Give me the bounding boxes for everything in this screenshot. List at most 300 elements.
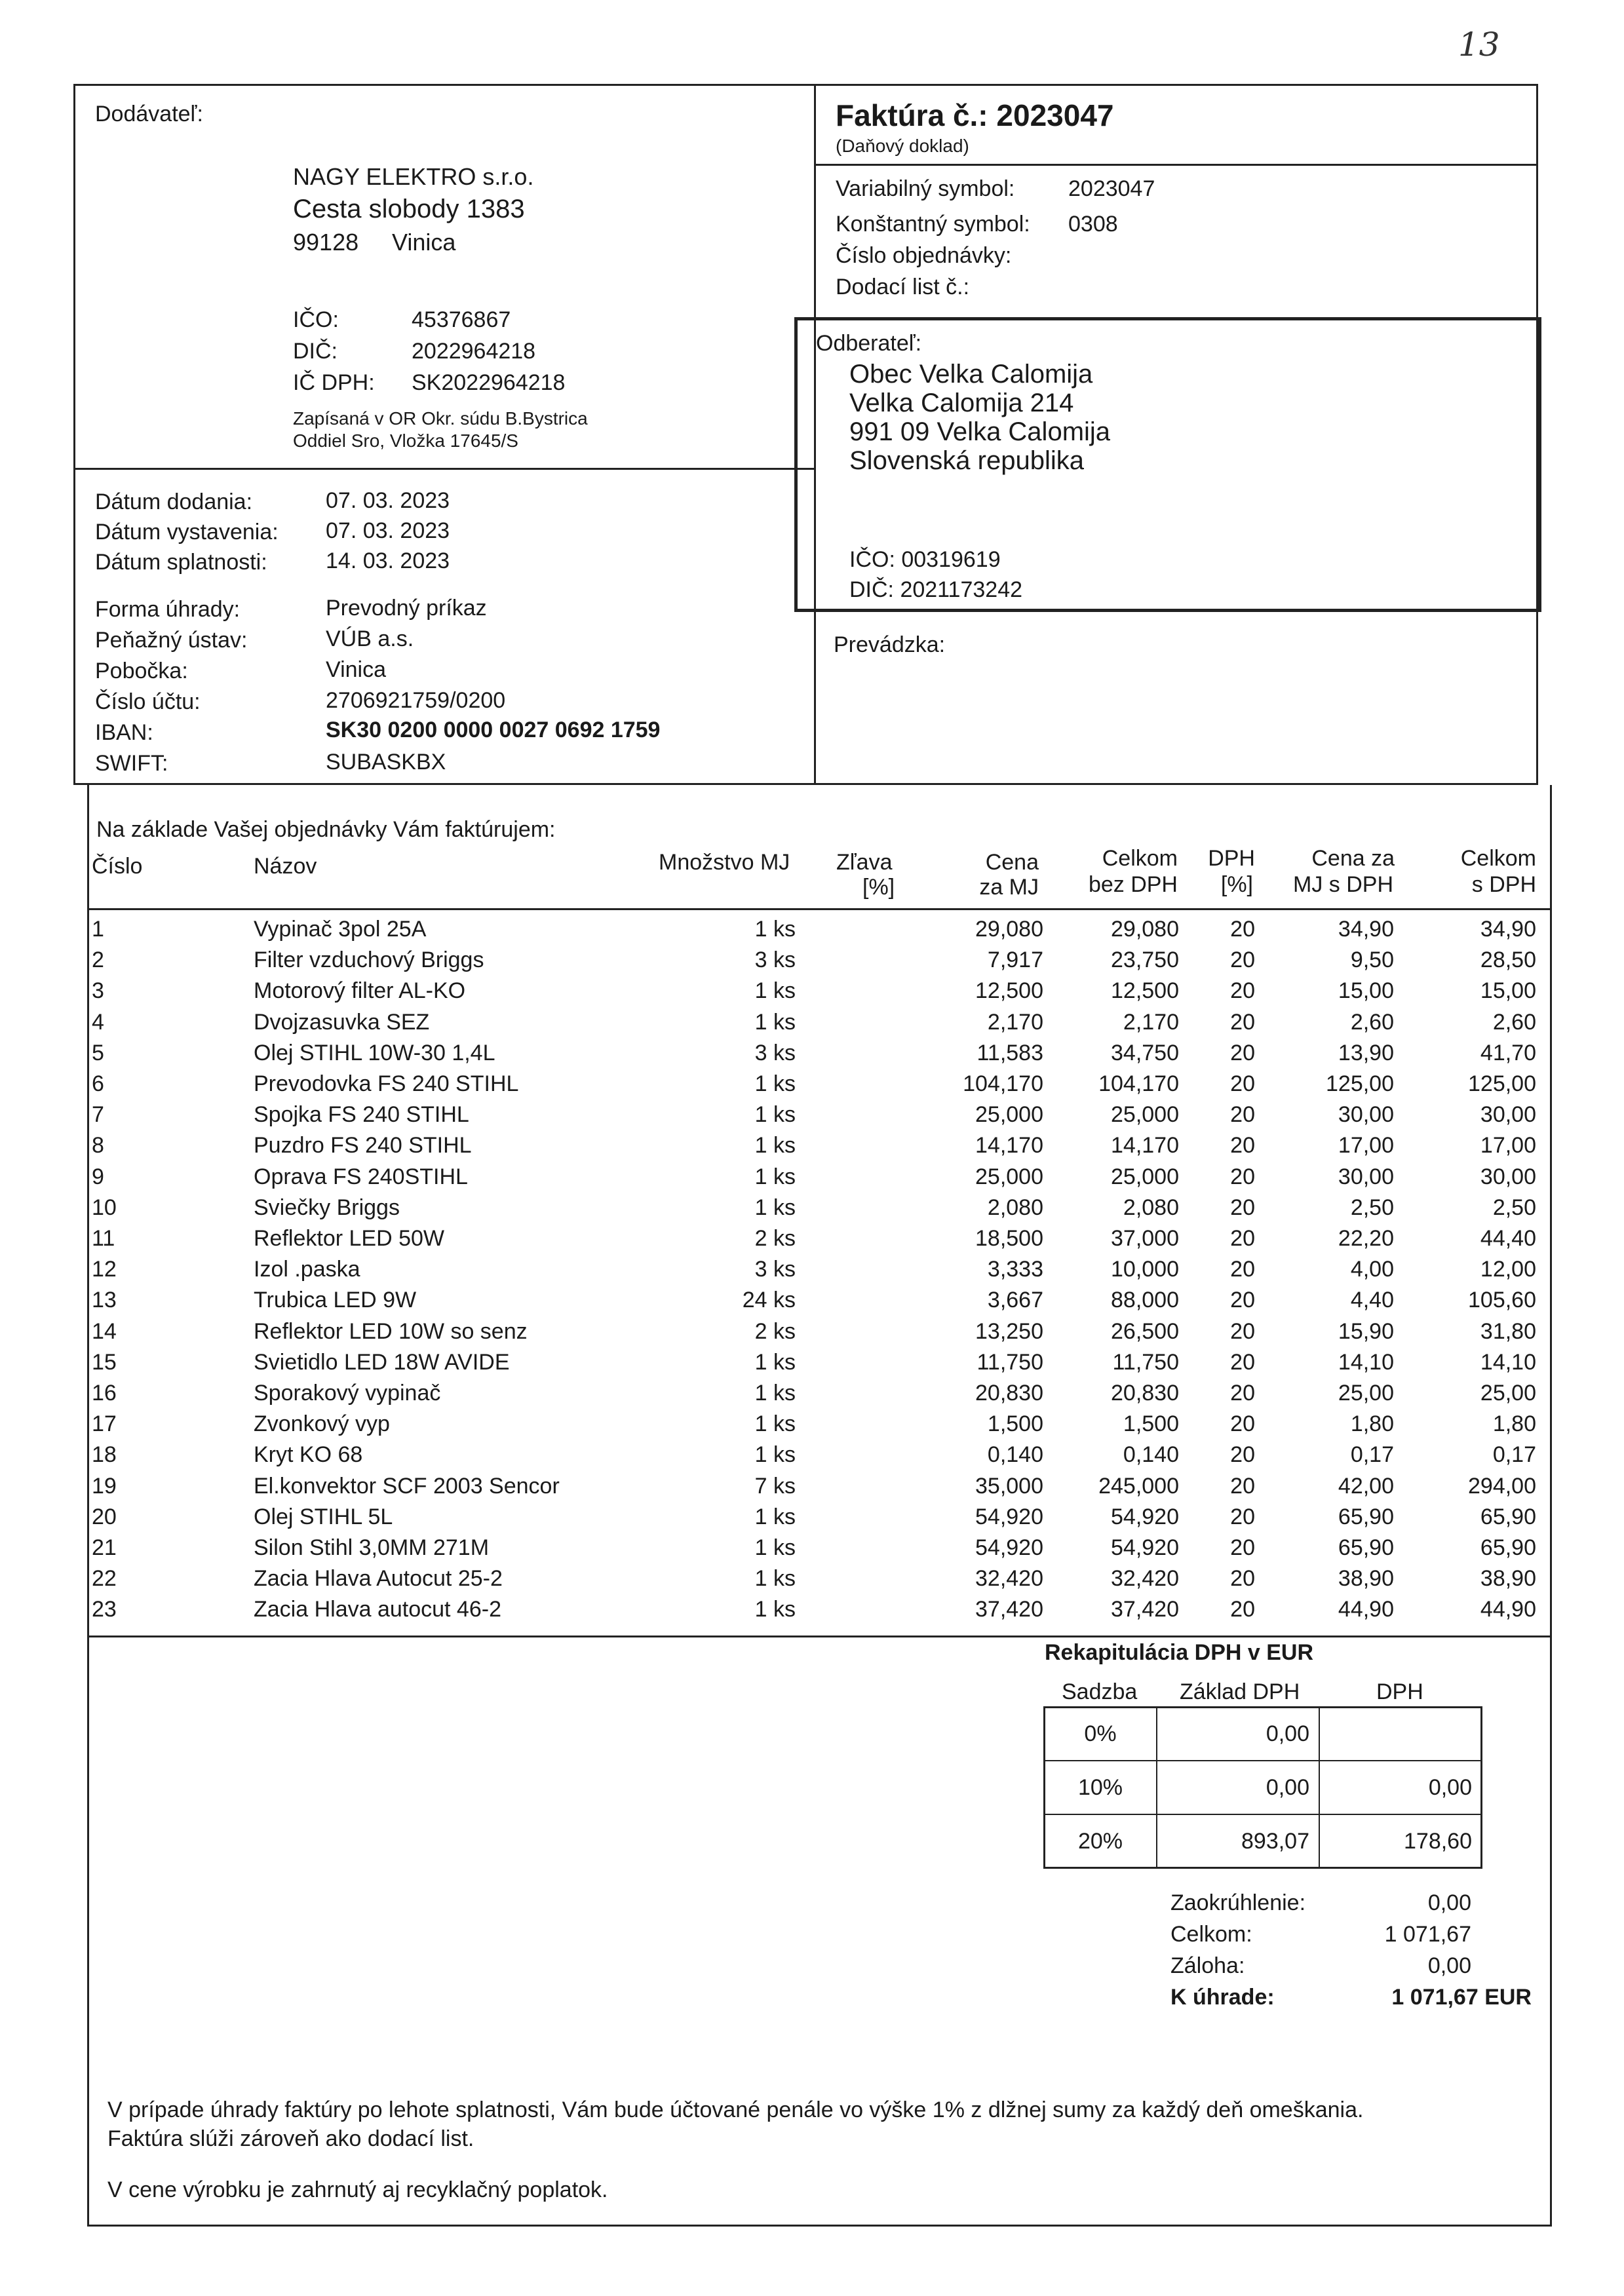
table-row xyxy=(0,916,1624,947)
row-number: 21 xyxy=(92,1535,117,1560)
customer-heading: Odberateľ: xyxy=(816,331,922,356)
total-incl-vat: 14,10 xyxy=(1480,1349,1536,1375)
item-qty: 3 ks xyxy=(754,1257,796,1282)
rounding-value: 0,00 xyxy=(1427,1890,1471,1915)
due-date-label: Dátum splatnosti: xyxy=(95,550,267,575)
due-date: 14. 03. 2023 xyxy=(326,548,450,573)
customer-street: Velka Calomija 214 xyxy=(849,389,1074,417)
unit-price: 12,500 xyxy=(975,978,1043,1004)
unit-price-incl-vat: 15,00 xyxy=(1338,978,1394,1004)
vat-rate: 20 xyxy=(1230,978,1255,1004)
item-qty: 1 ks xyxy=(754,1504,796,1529)
supplier-city: Vinica xyxy=(392,229,456,256)
table-row xyxy=(0,1596,1624,1627)
item-qty: 1 ks xyxy=(754,1381,796,1406)
table-row xyxy=(0,1256,1624,1287)
item-qty: 3 ks xyxy=(754,947,796,973)
unit-price: 3,667 xyxy=(987,1288,1043,1313)
item-name: Izol .paska xyxy=(254,1257,360,1282)
item-name: Zacia Hlava Autocut 25-2 xyxy=(254,1566,503,1592)
customer-country: Slovenská republika xyxy=(849,446,1084,475)
item-name: Zacia Hlava autocut 46-2 xyxy=(254,1597,501,1622)
total-excl-vat: 54,920 xyxy=(1111,1535,1179,1560)
col-header-total: Celkom xyxy=(1102,846,1178,871)
supplier-name: NAGY ELEKTRO s.r.o. xyxy=(293,163,534,190)
vat-summary-title: Rekapitulácia DPH v EUR xyxy=(1045,1640,1314,1665)
advance-label: Záloha: xyxy=(1170,1953,1245,1978)
table-row xyxy=(0,1535,1624,1565)
unit-price: 25,000 xyxy=(975,1164,1043,1189)
table-row xyxy=(0,978,1624,1008)
total-incl-vat: 0,17 xyxy=(1492,1442,1536,1468)
col-header-qty: Množstvo MJ xyxy=(659,850,790,875)
row-number: 10 xyxy=(92,1195,117,1220)
unit-price-incl-vat: 65,90 xyxy=(1338,1504,1394,1529)
body-frame-bottom xyxy=(87,2225,1552,2227)
item-name: Trubica LED 9W xyxy=(254,1288,417,1313)
table-intro: Na základe Vašej objednávky Vám faktúrujem: xyxy=(96,817,556,842)
unit-price: 54,920 xyxy=(975,1535,1043,1560)
vat-rate-cell: 20% xyxy=(1043,1814,1157,1869)
vat-rate: 20 xyxy=(1230,1381,1255,1406)
vat-rate: 20 xyxy=(1230,1257,1255,1282)
vat-amount-cell: 0,00 xyxy=(1319,1760,1482,1815)
payment-form-label: Forma úhrady: xyxy=(95,597,241,622)
item-name: Spojka FS 240 STIHL xyxy=(254,1102,469,1128)
payment-form: Prevodný príkaz xyxy=(326,596,487,621)
total-incl-vat: 30,00 xyxy=(1480,1164,1536,1189)
total-excl-vat: 37,420 xyxy=(1111,1597,1179,1622)
table-bottom-rule xyxy=(87,1636,1552,1637)
unit-price-incl-vat: 30,00 xyxy=(1338,1102,1394,1128)
item-name: Oprava FS 240STIHL xyxy=(254,1164,468,1189)
vat-rate: 20 xyxy=(1230,1535,1255,1560)
col-header-vat-unit: [%] xyxy=(1220,872,1253,897)
item-name: Reflektor LED 50W xyxy=(254,1226,444,1251)
constant-symbol: 0308 xyxy=(1068,212,1118,237)
row-number: 2 xyxy=(92,947,104,973)
supplier-divider xyxy=(73,468,814,470)
customer-dic: DIČ: 2021173242 xyxy=(849,577,1023,602)
unit-price: 104,170 xyxy=(963,1071,1043,1096)
delivery-note-label: Dodací list č.: xyxy=(836,275,970,299)
vat-rate: 20 xyxy=(1230,1195,1255,1220)
item-qty: 1 ks xyxy=(754,1566,796,1592)
unit-price: 25,000 xyxy=(975,1102,1043,1128)
vat-rate: 20 xyxy=(1230,1226,1255,1251)
unit-price-incl-vat: 44,90 xyxy=(1338,1597,1394,1622)
total-excl-vat: 25,000 xyxy=(1111,1164,1179,1189)
row-number: 5 xyxy=(92,1040,104,1065)
item-qty: 1 ks xyxy=(754,1535,796,1560)
unit-price-incl-vat: 13,90 xyxy=(1338,1040,1394,1065)
unit-price: 7,917 xyxy=(987,947,1043,973)
unit-price-incl-vat: 4,00 xyxy=(1350,1257,1394,1282)
rounding-label: Zaokrúhlenie: xyxy=(1170,1890,1306,1915)
vat-rate: 20 xyxy=(1230,1164,1255,1189)
vat-rate-cell: 10% xyxy=(1043,1760,1157,1815)
total-excl-vat: 26,500 xyxy=(1111,1318,1179,1344)
table-row xyxy=(0,1349,1624,1380)
row-number: 13 xyxy=(92,1288,117,1313)
col-header-vat: DPH xyxy=(1208,846,1255,871)
item-qty: 1 ks xyxy=(754,1597,796,1622)
total-incl-vat: 30,00 xyxy=(1480,1102,1536,1128)
vat-rate: 20 xyxy=(1230,1288,1255,1313)
row-number: 19 xyxy=(92,1473,117,1499)
table-row xyxy=(0,1009,1624,1040)
item-name: Prevodovka FS 240 STIHL xyxy=(254,1071,519,1096)
unit-price-incl-vat: 65,90 xyxy=(1338,1535,1394,1560)
total-label: Celkom: xyxy=(1170,1922,1252,1947)
vat-rate: 20 xyxy=(1230,1442,1255,1468)
item-name: Svietidlo LED 18W AVIDE xyxy=(254,1349,510,1375)
supplier-dic-label: DIČ: xyxy=(293,339,338,364)
supplier-heading: Dodávateľ: xyxy=(95,102,203,126)
item-qty: 3 ks xyxy=(754,1040,796,1065)
col-header-total-vat-unit: s DPH xyxy=(1471,872,1536,897)
table-row xyxy=(0,1071,1624,1101)
unit-price-incl-vat: 17,00 xyxy=(1338,1133,1394,1158)
variable-symbol: 2023047 xyxy=(1068,176,1155,201)
row-number: 22 xyxy=(92,1566,117,1592)
table-row xyxy=(0,1101,1624,1132)
item-name: Kryt KO 68 xyxy=(254,1442,363,1468)
item-name: Dvojzasuvka SEZ xyxy=(254,1009,430,1035)
total-excl-vat: 54,920 xyxy=(1111,1504,1179,1529)
iban: SK30 0200 0000 0027 0692 1759 xyxy=(326,718,661,742)
premises-label: Prevádzka: xyxy=(834,632,946,657)
col-header-total-unit: bez DPH xyxy=(1088,872,1178,897)
table-row xyxy=(0,1287,1624,1318)
item-name: Vypinač 3pol 25A xyxy=(254,917,427,942)
supplier-register-2: Oddiel Sro, Vložka 17645/S xyxy=(293,430,518,451)
table-row xyxy=(0,1504,1624,1535)
unit-price: 54,920 xyxy=(975,1504,1043,1529)
total-incl-vat: 31,80 xyxy=(1480,1318,1536,1344)
table-header-rule xyxy=(87,908,1552,910)
row-number: 16 xyxy=(92,1381,117,1406)
total-incl-vat: 12,00 xyxy=(1480,1257,1536,1282)
unit-price-incl-vat: 14,10 xyxy=(1338,1349,1394,1375)
item-qty: 1 ks xyxy=(754,1102,796,1128)
branch-label: Pobočka: xyxy=(95,659,188,683)
total-excl-vat: 23,750 xyxy=(1111,947,1179,973)
supplier-icdph-label: IČ DPH: xyxy=(293,370,375,395)
total-incl-vat: 125,00 xyxy=(1468,1071,1536,1096)
vat-col-vat: DPH xyxy=(1376,1679,1423,1704)
vat-rate: 20 xyxy=(1230,1349,1255,1375)
handwritten-page-mark: 13 xyxy=(1458,26,1500,64)
item-qty: 2 ks xyxy=(754,1318,796,1344)
total-incl-vat: 1,80 xyxy=(1492,1411,1536,1437)
unit-price: 2,080 xyxy=(987,1195,1043,1220)
unit-price-incl-vat: 4,40 xyxy=(1350,1288,1394,1313)
vat-rate: 20 xyxy=(1230,1318,1255,1344)
supplier-icdph: SK2022964218 xyxy=(412,370,566,395)
row-number: 23 xyxy=(92,1597,117,1622)
total-incl-vat: 28,50 xyxy=(1480,947,1536,973)
variable-symbol-label: Variabilný symbol: xyxy=(836,176,1015,201)
row-number: 17 xyxy=(92,1411,117,1437)
total-excl-vat: 29,080 xyxy=(1111,917,1179,942)
vat-rate: 20 xyxy=(1230,1473,1255,1499)
total-incl-vat: 2,60 xyxy=(1492,1009,1536,1035)
swift: SUBASKBX xyxy=(326,750,446,775)
row-number: 12 xyxy=(92,1257,117,1282)
total-incl-vat: 41,70 xyxy=(1480,1040,1536,1065)
unit-price-incl-vat: 2,50 xyxy=(1350,1195,1394,1220)
table-row xyxy=(0,1442,1624,1472)
col-header-name: Názov xyxy=(254,854,317,879)
unit-price: 20,830 xyxy=(975,1381,1043,1406)
total-incl-vat: 34,90 xyxy=(1480,917,1536,942)
unit-price-incl-vat: 38,90 xyxy=(1338,1566,1394,1592)
unit-price: 11,583 xyxy=(976,1040,1043,1065)
total-excl-vat: 0,140 xyxy=(1123,1442,1179,1468)
header-bottom-line xyxy=(73,783,1538,785)
vat-base-cell: 0,00 xyxy=(1156,1760,1320,1815)
unit-price: 13,250 xyxy=(975,1318,1043,1344)
vat-rate: 20 xyxy=(1230,1040,1255,1065)
customer-ico: IČO: 00319619 xyxy=(849,547,1001,572)
vat-amount-cell: 178,60 xyxy=(1319,1814,1482,1869)
total-excl-vat: 2,080 xyxy=(1123,1195,1179,1220)
item-qty: 1 ks xyxy=(754,1009,796,1035)
unit-price: 29,080 xyxy=(975,917,1043,942)
swift-label: SWIFT: xyxy=(95,751,168,776)
unit-price: 1,500 xyxy=(987,1411,1043,1437)
vat-col-rate: Sadzba xyxy=(1062,1679,1138,1704)
total-excl-vat: 11,750 xyxy=(1112,1349,1179,1375)
supplier-street: Cesta slobody 1383 xyxy=(293,195,525,223)
col-header-price-vat-unit: MJ s DPH xyxy=(1293,872,1393,897)
row-number: 3 xyxy=(92,978,104,1004)
bank-label: Peňažný ústav: xyxy=(95,628,248,653)
total-incl-vat: 105,60 xyxy=(1468,1288,1536,1313)
item-name: Sviečky Briggs xyxy=(254,1195,400,1220)
supplier-register-1: Zapísaná v OR Okr. súdu B.Bystrica xyxy=(293,408,588,429)
col-header-price-unit: za MJ xyxy=(979,875,1039,900)
item-name: El.konvektor SCF 2003 Sencor xyxy=(254,1473,560,1499)
to-pay-value: 1 071,67 EUR xyxy=(1391,1985,1532,2010)
item-qty: 1 ks xyxy=(754,1349,796,1375)
unit-price: 32,420 xyxy=(975,1566,1043,1592)
total-incl-vat: 65,90 xyxy=(1480,1504,1536,1529)
unit-price-incl-vat: 22,20 xyxy=(1338,1226,1394,1251)
row-number: 6 xyxy=(92,1071,104,1096)
account-number: 2706921759/0200 xyxy=(326,688,506,713)
item-qty: 1 ks xyxy=(754,1071,796,1096)
bank: VÚB a.s. xyxy=(326,626,414,651)
total-incl-vat: 44,40 xyxy=(1480,1226,1536,1251)
row-number: 18 xyxy=(92,1442,117,1468)
total-excl-vat: 2,170 xyxy=(1123,1009,1179,1035)
total-excl-vat: 25,000 xyxy=(1111,1102,1179,1128)
unit-price-incl-vat: 0,17 xyxy=(1350,1442,1394,1468)
total-excl-vat: 32,420 xyxy=(1111,1566,1179,1592)
table-row xyxy=(0,947,1624,978)
unit-price-incl-vat: 15,90 xyxy=(1338,1318,1394,1344)
vat-rate-cell: 0% xyxy=(1043,1706,1157,1761)
unit-price: 2,170 xyxy=(987,1009,1043,1035)
unit-price-incl-vat: 30,00 xyxy=(1338,1164,1394,1189)
item-name: Zvonkový vyp xyxy=(254,1411,390,1437)
branch: Vinica xyxy=(326,657,386,682)
unit-price: 14,170 xyxy=(975,1133,1043,1158)
total-value: 1 071,67 xyxy=(1384,1922,1471,1947)
table-row xyxy=(0,1225,1624,1256)
vat-base-cell: 893,07 xyxy=(1156,1814,1320,1869)
outer-frame-top xyxy=(73,84,1538,86)
col-header-price-vat: Cena za xyxy=(1311,846,1395,871)
vat-summary-frame xyxy=(1043,1706,1482,1869)
item-qty: 1 ks xyxy=(754,1442,796,1468)
unit-price: 11,750 xyxy=(976,1349,1043,1375)
total-incl-vat: 15,00 xyxy=(1480,978,1536,1004)
unit-price-incl-vat: 2,60 xyxy=(1350,1009,1394,1035)
to-pay-label: K úhrade: xyxy=(1170,1985,1275,2010)
invoice-subtitle: (Daňový doklad) xyxy=(836,136,969,156)
table-row xyxy=(0,1040,1624,1071)
invoice-title-divider xyxy=(814,164,1538,166)
vat-rate: 20 xyxy=(1230,1102,1255,1128)
customer-name: Obec Velka Calomija xyxy=(849,360,1093,389)
unit-price: 0,140 xyxy=(987,1442,1043,1468)
table-row xyxy=(0,1565,1624,1596)
col-header-no: Číslo xyxy=(92,854,143,879)
supplier-zip: 99128 xyxy=(293,229,359,256)
item-qty: 2 ks xyxy=(754,1226,796,1251)
item-qty: 1 ks xyxy=(754,917,796,942)
total-incl-vat: 44,90 xyxy=(1480,1597,1536,1622)
item-qty: 24 ks xyxy=(742,1288,796,1313)
col-header-discount: Zľava xyxy=(836,850,893,875)
table-row xyxy=(0,1380,1624,1411)
unit-price: 35,000 xyxy=(975,1473,1043,1499)
table-row xyxy=(0,1132,1624,1163)
vat-rate: 20 xyxy=(1230,947,1255,973)
vat-rate: 20 xyxy=(1230,1566,1255,1592)
unit-price-incl-vat: 1,80 xyxy=(1350,1411,1394,1437)
table-row xyxy=(0,1411,1624,1442)
account-label: Číslo účtu: xyxy=(95,689,201,714)
unit-price: 18,500 xyxy=(975,1226,1043,1251)
total-incl-vat: 65,90 xyxy=(1480,1535,1536,1560)
table-row xyxy=(0,1473,1624,1504)
total-excl-vat: 12,500 xyxy=(1111,978,1179,1004)
total-excl-vat: 104,170 xyxy=(1098,1071,1179,1096)
issue-date: 07. 03. 2023 xyxy=(326,518,450,543)
row-number: 7 xyxy=(92,1102,104,1128)
row-number: 14 xyxy=(92,1318,117,1344)
total-excl-vat: 88,000 xyxy=(1111,1288,1179,1313)
vat-rate: 20 xyxy=(1230,1071,1255,1096)
supplier-ico-label: IČO: xyxy=(293,307,339,332)
total-incl-vat: 38,90 xyxy=(1480,1566,1536,1592)
delivery-date-label: Dátum dodania: xyxy=(95,489,253,514)
total-excl-vat: 34,750 xyxy=(1111,1040,1179,1065)
outer-frame-left xyxy=(73,84,75,785)
row-number: 4 xyxy=(92,1009,104,1035)
total-excl-vat: 37,000 xyxy=(1111,1226,1179,1251)
late-payment-note: V prípade úhrady faktúry po lehote splatnosti, Vám bude účtované penále vo výške 1% z dlžnej sumy za každý deň omeškania. xyxy=(107,2097,1364,2122)
item-name: Puzdro FS 240 STIHL xyxy=(254,1133,472,1158)
item-name: Reflektor LED 10W so senz xyxy=(254,1318,528,1344)
delivery-date: 07. 03. 2023 xyxy=(326,488,450,513)
constant-symbol-label: Konštantný symbol: xyxy=(836,212,1030,237)
total-excl-vat: 10,000 xyxy=(1111,1257,1179,1282)
vat-rate: 20 xyxy=(1230,917,1255,942)
total-incl-vat: 2,50 xyxy=(1492,1195,1536,1220)
col-header-price: Cena xyxy=(985,850,1039,875)
total-incl-vat: 17,00 xyxy=(1480,1133,1536,1158)
total-excl-vat: 20,830 xyxy=(1111,1381,1179,1406)
total-excl-vat: 14,170 xyxy=(1111,1133,1179,1158)
row-number: 20 xyxy=(92,1504,117,1529)
total-excl-vat: 1,500 xyxy=(1123,1411,1179,1437)
vat-rate: 20 xyxy=(1230,1009,1255,1035)
vat-base-cell: 0,00 xyxy=(1156,1706,1320,1761)
recycling-fee-note: V cene výrobku je zahrnutý aj recyklačný poplatok. xyxy=(107,2177,608,2202)
total-incl-vat: 25,00 xyxy=(1480,1381,1536,1406)
row-number: 9 xyxy=(92,1164,104,1189)
table-row xyxy=(0,1195,1624,1225)
item-qty: 1 ks xyxy=(754,1133,796,1158)
item-qty: 1 ks xyxy=(754,978,796,1004)
total-incl-vat: 294,00 xyxy=(1468,1473,1536,1499)
unit-price-incl-vat: 125,00 xyxy=(1326,1071,1394,1096)
vat-rate: 20 xyxy=(1230,1411,1255,1437)
order-number-label: Číslo objednávky: xyxy=(836,243,1012,268)
col-header-total-vat: Celkom xyxy=(1460,846,1536,871)
row-number: 8 xyxy=(92,1133,104,1158)
delivery-note-statement: Faktúra slúži zároveň ako dodací list. xyxy=(107,2126,474,2151)
vat-rate: 20 xyxy=(1230,1504,1255,1529)
row-number: 11 xyxy=(92,1226,115,1251)
iban-label: IBAN: xyxy=(95,720,153,745)
item-qty: 1 ks xyxy=(754,1164,796,1189)
item-name: Olej STIHL 10W-30 1,4L xyxy=(254,1040,495,1065)
item-qty: 7 ks xyxy=(754,1473,796,1499)
row-number: 1 xyxy=(92,917,104,942)
item-name: Sporakový vypinač xyxy=(254,1381,441,1406)
vat-col-base: Základ DPH xyxy=(1180,1679,1300,1704)
vat-rate: 20 xyxy=(1230,1133,1255,1158)
supplier-dic: 2022964218 xyxy=(412,339,536,364)
supplier-ico: 45376867 xyxy=(412,307,511,332)
customer-city: 991 09 Velka Calomija xyxy=(849,417,1111,446)
item-name: Filter vzduchový Briggs xyxy=(254,947,484,973)
table-row xyxy=(0,1164,1624,1195)
unit-price: 37,420 xyxy=(975,1597,1043,1622)
unit-price-incl-vat: 25,00 xyxy=(1338,1381,1394,1406)
unit-price-incl-vat: 9,50 xyxy=(1350,947,1394,973)
unit-price-incl-vat: 34,90 xyxy=(1338,917,1394,942)
item-name: Olej STIHL 5L xyxy=(254,1504,393,1529)
invoice-title: Faktúra č.: 2023047 xyxy=(836,98,1114,132)
vat-rate: 20 xyxy=(1230,1597,1255,1622)
total-excl-vat: 245,000 xyxy=(1098,1473,1179,1499)
item-name: Silon Stihl 3,0MM 271M xyxy=(254,1535,490,1560)
issue-date-label: Dátum vystavenia: xyxy=(95,520,279,545)
row-number: 15 xyxy=(92,1349,117,1375)
unit-price: 3,333 xyxy=(987,1257,1043,1282)
table-row xyxy=(0,1318,1624,1349)
col-header-discount-unit: [%] xyxy=(862,875,895,900)
advance-value: 0,00 xyxy=(1427,1953,1471,1978)
item-qty: 1 ks xyxy=(754,1411,796,1437)
